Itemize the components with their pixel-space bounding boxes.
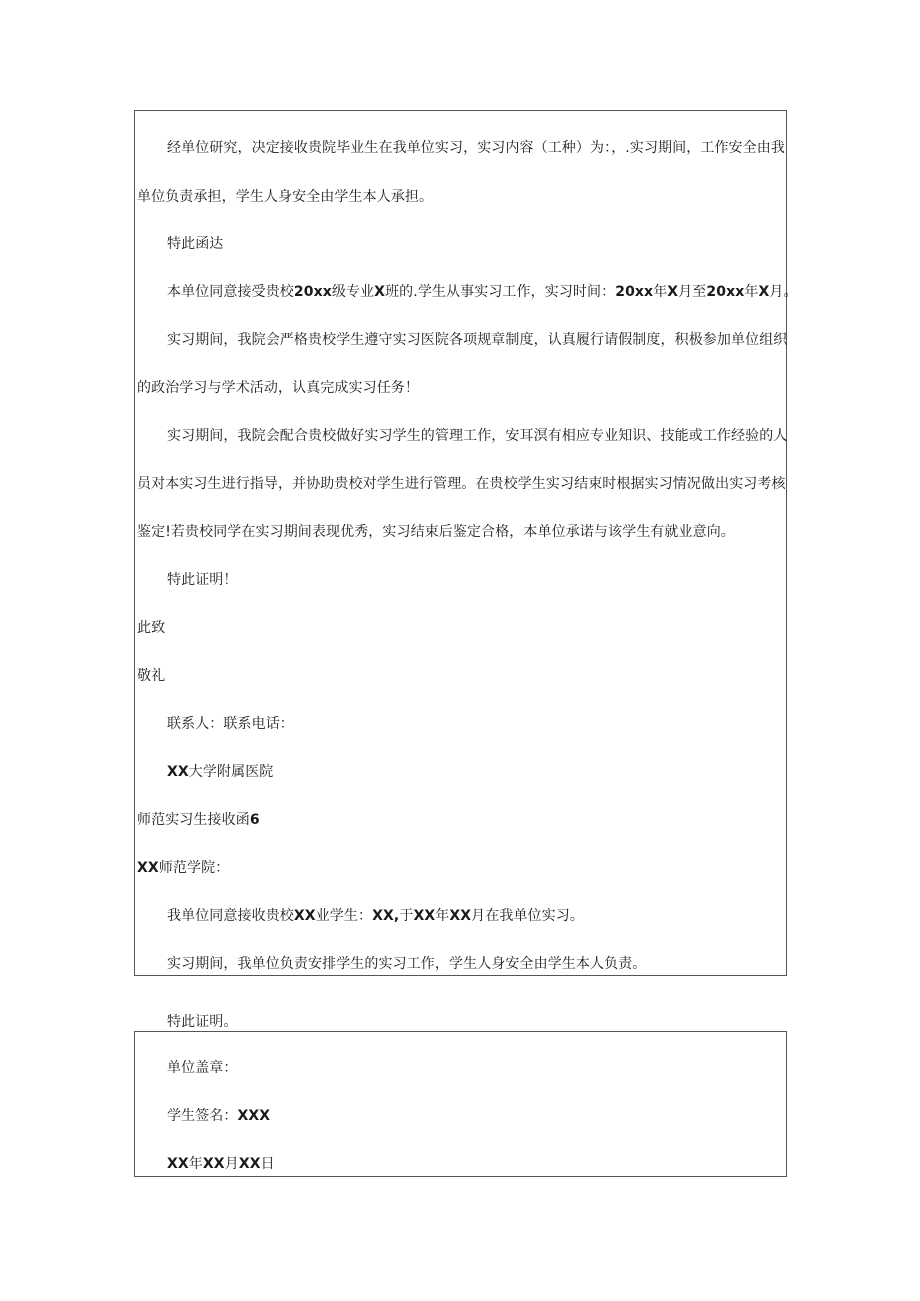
p2-text: 月。 <box>769 284 798 300</box>
l2p1-placeholder: XX, <box>372 908 400 924</box>
p2-text: 年 <box>744 284 759 300</box>
signature-value: XXX <box>237 1108 271 1124</box>
addressee <box>137 857 229 877</box>
organization-name <box>167 761 273 781</box>
org-placeholder: XX <box>167 764 189 780</box>
p2-text: 本单位同意接受贵校 <box>167 284 294 300</box>
closing-text-1: 特此函达 <box>167 236 224 252</box>
signature-label: 学生签名： <box>167 1108 238 1124</box>
p2-year: 20xx <box>293 284 332 300</box>
l2p1-placeholder: XX <box>449 908 472 924</box>
p2-text: 班的.学生从事实习工作，实习时间： <box>385 284 616 300</box>
paragraph-1-line-2: 单位负责承担，学生人身安全由学生本人承担。 <box>137 189 434 205</box>
p2-placeholder: X <box>667 284 679 300</box>
signature-line <box>167 1105 270 1125</box>
l2p1-text: 业学生： <box>315 908 373 924</box>
date-line <box>167 1153 275 1173</box>
p2-placeholder: X <box>758 284 770 300</box>
date-placeholder: XX <box>202 1156 225 1172</box>
org-text: 大学附属医院 <box>188 764 274 780</box>
letter2-paragraph-1 <box>167 905 584 925</box>
p2-text: 月至 <box>678 284 707 300</box>
paragraph-1-line-1: 经单位研究，决定接收贵院毕业生在我单位实习，实习内容（工种）为：，.实习期间，工作安全由我 <box>167 140 785 156</box>
l2p1-text: 月在我单位实习。 <box>471 908 584 924</box>
date-text: 日 <box>260 1156 275 1172</box>
l2p1-placeholder: XX <box>413 908 436 924</box>
p2-year: 20xx <box>706 284 745 300</box>
date-placeholder: XX <box>238 1156 261 1172</box>
title-text: 师范实习生接收函 <box>137 812 250 828</box>
contact-line: 联系人：联系电话： <box>167 716 294 732</box>
paragraph-4-line-1: 实习期间，我院会配合贵校做好实习学生的管理工作，安耳溟有相应专业知识、技能或工作经验的人 <box>167 428 788 444</box>
p2-year: 20xx <box>615 284 654 300</box>
l2p1-text: 年 <box>435 908 450 924</box>
date-placeholder: XX <box>167 1156 189 1172</box>
addressee-placeholder: XX <box>137 860 159 876</box>
letter2-paragraph-2: 实习期间，我单位负责安排学生的实习工作，学生人身安全由学生本人负责。 <box>167 956 647 972</box>
l2p1-text: 于 <box>399 908 414 924</box>
p2-text: 年 <box>653 284 668 300</box>
date-text: 月 <box>224 1156 239 1172</box>
salutation-1: 此致 <box>137 620 166 636</box>
letter2-closing: 特此证明。 <box>167 1014 238 1030</box>
paragraph-2 <box>167 281 798 301</box>
l2p1-placeholder: XX <box>293 908 316 924</box>
date-text: 年 <box>188 1156 203 1172</box>
letter-title <box>137 809 260 829</box>
p2-text: 级专业 <box>331 284 375 300</box>
addressee-text: 师范学院： <box>158 860 230 876</box>
paragraph-3-line-2: 的政治学习与学术活动，认真完成实习任务！ <box>137 380 419 396</box>
p2-placeholder: X <box>374 284 386 300</box>
letter-frame-top <box>134 110 787 976</box>
l2p1-text: 我单位同意接收贵校 <box>167 908 294 924</box>
paragraph-3-line-1: 实习期间，我院会严格贵校学生遵守实习医院各项规章制度，认真履行请假制度，积极参加单位组织 <box>167 332 788 348</box>
closing-text-2: 特此证明！ <box>167 572 238 588</box>
paragraph-4-line-3: 鉴定!若贵校同学在实习期间表现优秀，实习结束后鉴定合格，本单位承诺与该学生有就业意向。 <box>137 524 735 540</box>
stamp-label: 单位盖章： <box>167 1060 238 1076</box>
title-number: 6 <box>249 812 260 828</box>
salutation-2: 敬礼 <box>137 668 166 684</box>
paragraph-4-line-2: 员对本实习生进行指导，并协助贵校对学生进行管理。在贵校学生实习结束时根据实习情况做出实习考核 <box>137 476 786 492</box>
